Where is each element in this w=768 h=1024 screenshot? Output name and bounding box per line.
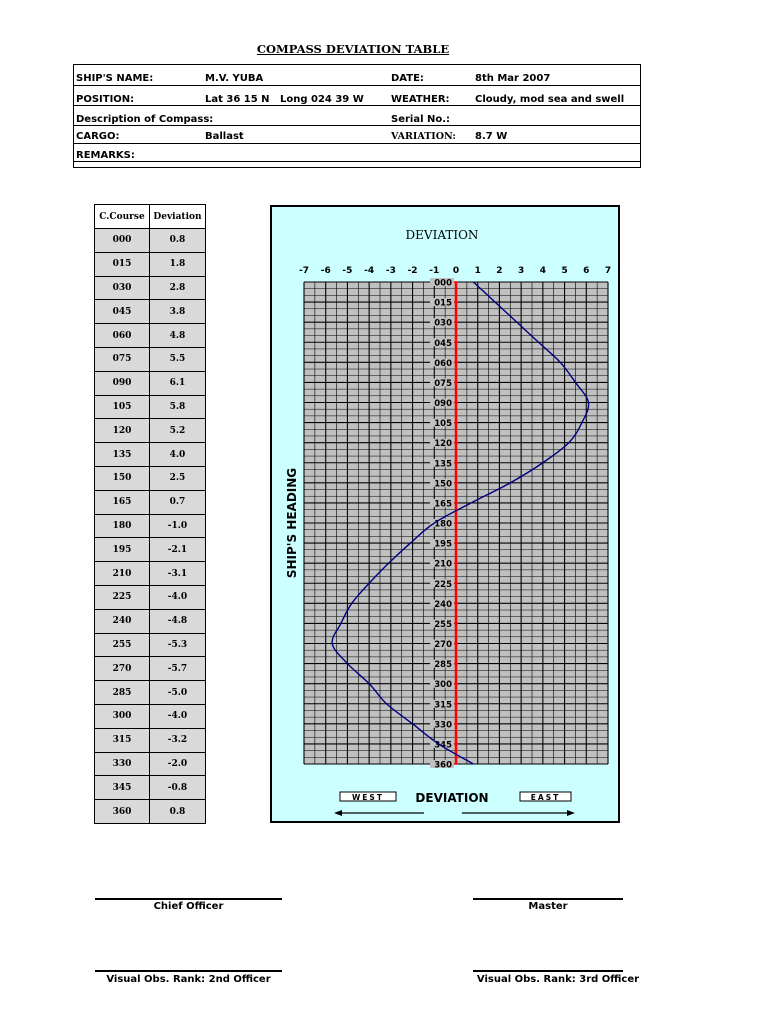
divider [74, 161, 640, 162]
heading-tick-label: 120 [434, 439, 452, 450]
table-row [95, 443, 206, 467]
heading-tick-label: 225 [434, 579, 452, 590]
divider [74, 85, 640, 86]
deviation-cell: -2.1 [150, 538, 206, 562]
signature-line [95, 970, 282, 972]
course-cell: 150 [95, 466, 150, 490]
deviation-cell: 0.8 [150, 229, 206, 253]
x-tick-label: -6 [320, 266, 331, 276]
heading-tick-label: 315 [434, 700, 452, 711]
course-cell: 300 [95, 704, 150, 728]
signature-line [473, 898, 623, 900]
east-label: EAST [530, 793, 561, 802]
x-tick-label: 5 [561, 266, 568, 276]
deviation-cell: 4.8 [150, 324, 206, 348]
x-tick-label: -4 [364, 266, 375, 276]
course-cell: 120 [95, 419, 150, 443]
heading-tick-label: 345 [434, 740, 452, 751]
table-row [95, 300, 206, 324]
compass-description-label: Description of Compass: [76, 114, 214, 125]
x-tick-label: -1 [429, 266, 440, 276]
x-tick-label: 3 [518, 266, 525, 276]
chart-title: DEVIATION [405, 228, 479, 242]
deviation-cell: -5.0 [150, 681, 206, 705]
course-cell: 360 [95, 800, 150, 824]
deviation-chart [272, 207, 618, 821]
deviation-cell: -3.1 [150, 562, 206, 586]
table-row [95, 324, 206, 348]
cargo-value: Ballast [205, 131, 244, 142]
course-cell: 015 [95, 252, 150, 276]
deviation-cell: -4.8 [150, 609, 206, 633]
weather-value: Cloudy, mod sea and swell [475, 94, 625, 105]
deviation-cell: 0.8 [150, 800, 206, 824]
deviation-cell: -2.0 [150, 752, 206, 776]
table-row [95, 347, 206, 371]
table-row [95, 681, 206, 705]
course-cell: 060 [95, 324, 150, 348]
table-row [95, 276, 206, 300]
table-body [95, 229, 206, 824]
heading-tick-label: 000 [434, 278, 452, 289]
deviation-cell: -5.7 [150, 657, 206, 681]
deviation-cell: 4.0 [150, 443, 206, 467]
heading-tick-label: 090 [434, 399, 452, 409]
heading-tick-label: 180 [434, 519, 452, 530]
heading-tick-label: 015 [434, 298, 452, 309]
x-tick-label: -3 [385, 266, 396, 276]
table-row [95, 633, 206, 657]
deviation-cell: 2.5 [150, 466, 206, 490]
table-row [95, 252, 206, 276]
x-tick-label: -2 [407, 266, 418, 276]
table-row [95, 800, 206, 824]
course-cell: 210 [95, 562, 150, 586]
divider [74, 105, 640, 106]
table-row [95, 371, 206, 395]
heading-tick-label: 150 [434, 479, 452, 490]
east-arrow-head [567, 810, 575, 816]
course-cell: 270 [95, 657, 150, 681]
course-cell: 345 [95, 776, 150, 800]
table-row [95, 229, 206, 253]
divider [74, 125, 640, 126]
heading-tick-label: 330 [434, 720, 452, 731]
deviation-table [94, 204, 206, 824]
course-cell: 165 [95, 490, 150, 514]
table-row [95, 657, 206, 681]
x-tick-label: 4 [539, 266, 546, 276]
deviation-cell: -3.2 [150, 728, 206, 752]
course-cell: 090 [95, 371, 150, 395]
heading-tick-label: 270 [434, 640, 452, 650]
table-row [95, 585, 206, 609]
heading-tick-label: 300 [434, 680, 452, 691]
table-row [95, 609, 206, 633]
serial-no-label: Serial No.: [391, 114, 451, 125]
date-value: 8th Mar 2007 [475, 73, 551, 84]
heading-tick-label: 360 [434, 760, 452, 771]
second-officer-label: Visual Obs. Rank: 2nd Officer [106, 974, 271, 985]
divider [74, 143, 640, 144]
course-cell: 105 [95, 395, 150, 419]
deviation-cell: -5.3 [150, 633, 206, 657]
column-header-course: C.Course [95, 205, 150, 229]
course-cell: 315 [95, 728, 150, 752]
table-row [95, 514, 206, 538]
variation-label: VARIATION: [391, 131, 456, 142]
x-tick-label: -5 [342, 266, 353, 276]
heading-tick-label: 165 [434, 499, 452, 510]
heading-tick-label: 285 [434, 660, 452, 671]
cargo-label: CARGO: [76, 131, 120, 142]
course-cell: 240 [95, 609, 150, 633]
table-row [95, 466, 206, 490]
heading-tick-label: 195 [434, 539, 452, 550]
heading-tick-label: 255 [434, 619, 452, 630]
heading-tick-label: 210 [434, 559, 452, 570]
heading-tick-label: 030 [434, 318, 452, 329]
heading-tick-label: 060 [434, 358, 452, 369]
deviation-cell: 5.8 [150, 395, 206, 419]
variation-value: 8.7 W [475, 131, 508, 142]
heading-tick-label: 240 [434, 599, 452, 610]
remarks-label: REMARKS: [76, 150, 135, 161]
course-cell: 330 [95, 752, 150, 776]
x-axis-label: DEVIATION [415, 791, 489, 805]
course-cell: 045 [95, 300, 150, 324]
heading-tick-label: 045 [434, 338, 452, 349]
date-label: DATE: [391, 73, 424, 84]
x-tick-label: 0 [452, 266, 460, 276]
deviation-cell: -4.0 [150, 585, 206, 609]
table-row [95, 776, 206, 800]
x-tick-label: 7 [604, 266, 612, 276]
weather-label: WEATHER: [391, 94, 450, 105]
table-row [95, 752, 206, 776]
deviation-chart-panel [270, 205, 620, 823]
course-cell: 135 [95, 443, 150, 467]
deviation-cell: -1.0 [150, 514, 206, 538]
page-title: COMPASS DEVIATION TABLE [256, 42, 450, 56]
course-cell: 000 [95, 229, 150, 253]
deviation-cell: 5.5 [150, 347, 206, 371]
deviation-cell: 1.8 [150, 252, 206, 276]
table-row [95, 395, 206, 419]
course-cell: 180 [95, 514, 150, 538]
course-cell: 030 [95, 276, 150, 300]
west-arrow-head [334, 810, 342, 816]
deviation-cell: 6.1 [150, 371, 206, 395]
heading-tick-label: 135 [434, 459, 452, 470]
west-label: WEST [352, 793, 384, 802]
course-cell: 075 [95, 347, 150, 371]
table-row [95, 562, 206, 586]
ship-name-label: SHIP'S NAME: [76, 73, 154, 84]
deviation-cell: -4.0 [150, 704, 206, 728]
x-tick-label: 6 [583, 266, 590, 276]
position-label: POSITION: [76, 94, 135, 105]
x-tick-label: 1 [474, 266, 481, 276]
chief-officer-label: Chief Officer [153, 901, 224, 912]
signature-line [473, 970, 623, 972]
third-officer-label: Visual Obs. Rank: 3rd Officer [476, 974, 640, 985]
deviation-cell: -0.8 [150, 776, 206, 800]
course-cell: 225 [95, 585, 150, 609]
ship-name-value: M.V. YUBA [205, 73, 264, 84]
course-cell: 195 [95, 538, 150, 562]
x-tick-label: -7 [299, 266, 309, 276]
table-row [95, 490, 206, 514]
deviation-cell: 5.2 [150, 419, 206, 443]
deviation-cell: 3.8 [150, 300, 206, 324]
heading-tick-label: 105 [434, 419, 452, 430]
course-cell: 255 [95, 633, 150, 657]
signature-line [95, 898, 282, 900]
x-tick-label: 2 [496, 266, 503, 276]
deviation-cell: 2.8 [150, 276, 206, 300]
master-label: Master [528, 901, 568, 912]
position-value: Lat 36 15 N Long 024 39 W [205, 94, 364, 105]
table-row [95, 538, 206, 562]
heading-tick-label: 075 [434, 378, 452, 389]
y-axis-label: SHIP'S HEADING [285, 467, 299, 579]
table-row [95, 728, 206, 752]
table-row [95, 419, 206, 443]
course-cell: 285 [95, 681, 150, 705]
column-header-deviation: Deviation [150, 205, 206, 229]
table-row [95, 704, 206, 728]
deviation-cell: 0.7 [150, 490, 206, 514]
ship-info-box [73, 64, 641, 168]
